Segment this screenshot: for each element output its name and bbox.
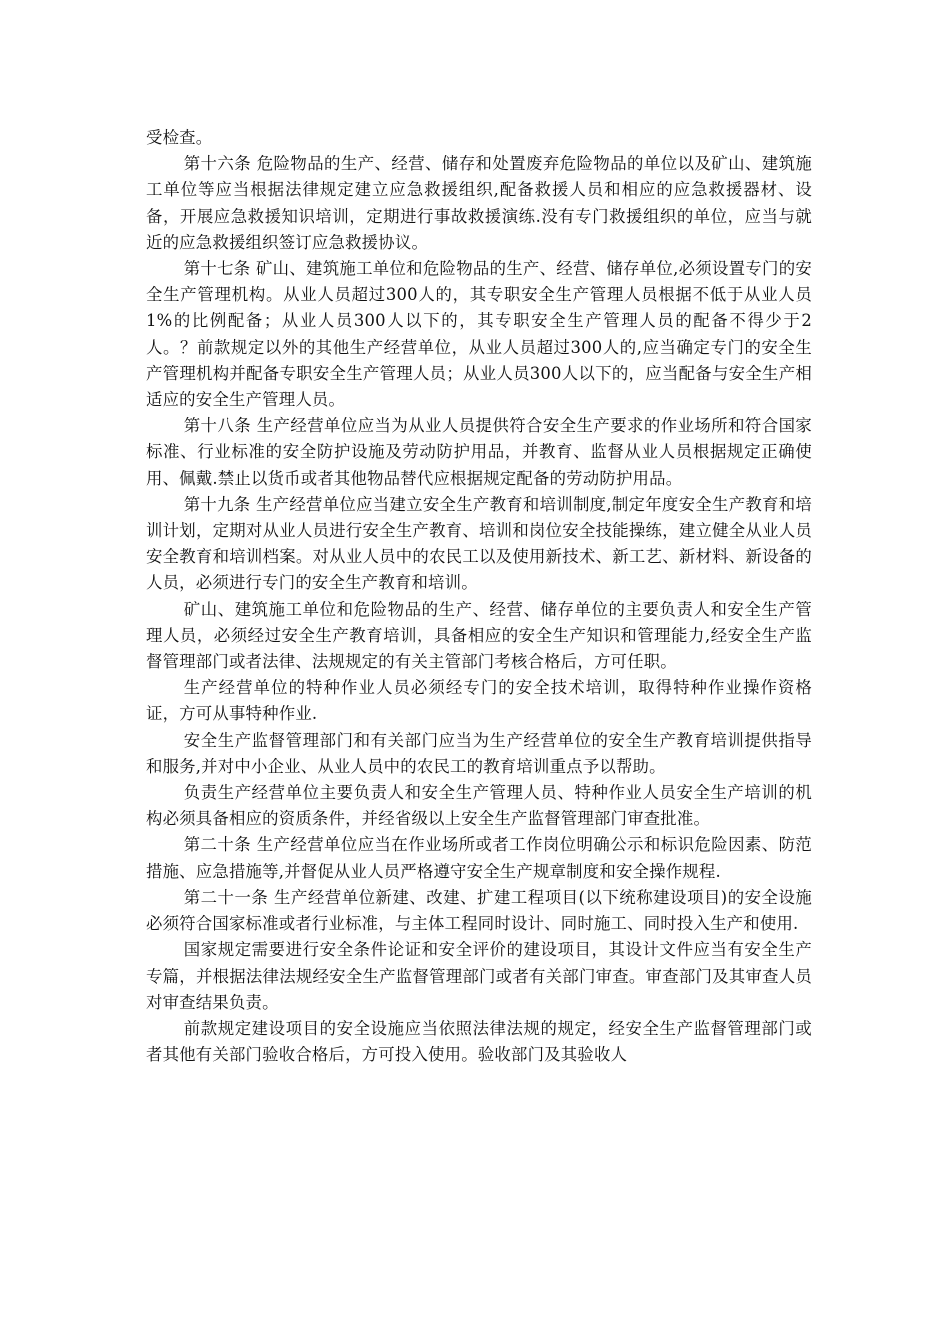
paragraph-article-19-clause-2: 矿山、建筑施工单位和危险物品的生产、经营、储存单位的主要负责人和安全生产管理人员，必须经过安全生产教育培训，具备相应的安全生产知识和管理能力,经安全生产监督管理部门或者法律、法规规定的有关主管部门考核合格后，方可任职。 [146,599,812,672]
paragraph-article-17: 第十七条 矿山、建筑施工单位和危险物品的生产、经营、储存单位,必须设置专门的安全生产管理机构。从业人员超过300人的，其专职安全生产管理人员根据不低于从业人员1%的比例配备；从业人员300人以下的，其专职安全生产管理人员的配备不得少于2人。？前款规定以外的其他生产经营单位，从业人员超过300人的,应当确定专门的安全生产管理机构并配备专职安全生产管理人员；从业人员300人以下的，应当配备与安全生产相适应的安全生产管理人员。 [146,259,812,410]
paragraph-article-19: 第十九条 生产经营单位应当建立安全生产教育和培训制度,制定年度安全生产教育和培训计划，定期对从业人员进行安全生产教育、培训和岗位安全技能操练，建立健全从业人员安全教育和培训档案。对从业人员中的农民工以及使用新技术、新工艺、新材料、新设备的人员，必须进行专门的安全生产教育和培训。 [146,494,812,593]
paragraph-article-16: 第十六条 危险物品的生产、经营、储存和处置废弃危险物品的单位以及矿山、建筑施工单位等应当根据法律规定建立应急救援组织,配备救援人员和相应的应急救援器材、设备，开展应急救援知识培训，定期进行事故救援演练.没有专门救援组织的单位，应当与就近的应急救援组织签订应急救援协议。 [146,154,812,252]
paragraph-continuation: 受检查。 [146,128,213,147]
paragraph-article-19-clause-5: 负责生产经营单位主要负责人和安全生产管理人员、特种作业人员安全生产培训的机构必须具备相应的资质条件，并经省级以上安全生产监督管理部门审查批准。 [146,783,812,829]
paragraph-article-21: 第二十一条 生产经营单位新建、改建、扩建工程项目(以下统称建设项目)的安全设施必须符合国家标准或者行业标准，与主体工程同时设计、同时施工、同时投入生产和使用. [146,887,812,934]
paragraph-article-21-clause-2: 国家规定需要进行安全条件论证和安全评价的建设项目，其设计文件应当有安全生产专篇，并根据法律法规经安全生产监督管理部门或者有关部门审查。审查部门及其审查人员对审查结果负责。 [146,940,812,1012]
paragraph-article-21-clause-3: 前款规定建设项目的安全设施应当依照法律法规的规定，经安全生产监督管理部门或者其他有关部门验收合格后，方可投入使用。验收部门及其验收人 [146,1018,812,1065]
paragraph-article-18: 第十八条 生产经营单位应当为从业人员提供符合安全生产要求的作业场所和符合国家标准、行业标准的安全防护设施及劳动防护用品，并教育、监督从业人员根据规定正确使用、佩戴.禁止以货币或者其他物品替代应根据规定配备的劳动防护用品。 [146,416,812,488]
paragraph-article-20: 第二十条 生产经营单位应当在作业场所或者工作岗位明确公示和标识危险因素、防范措施、应急措施等,并督促从业人员严格遵守安全生产规章制度和安全操作规程. [146,835,812,881]
paragraph-article-19-clause-3: 生产经营单位的特种作业人员必须经专门的安全技术培训，取得特种作业操作资格证，方可从事特种作业. [146,678,812,724]
document-page [146,125,812,1068]
paragraph-article-19-clause-4: 安全生产监督管理部门和有关部门应当为生产经营单位的安全生产教育培训提供指导和服务,并对中小企业、从业人员中的农民工的教育培训重点予以帮助。 [146,730,812,776]
